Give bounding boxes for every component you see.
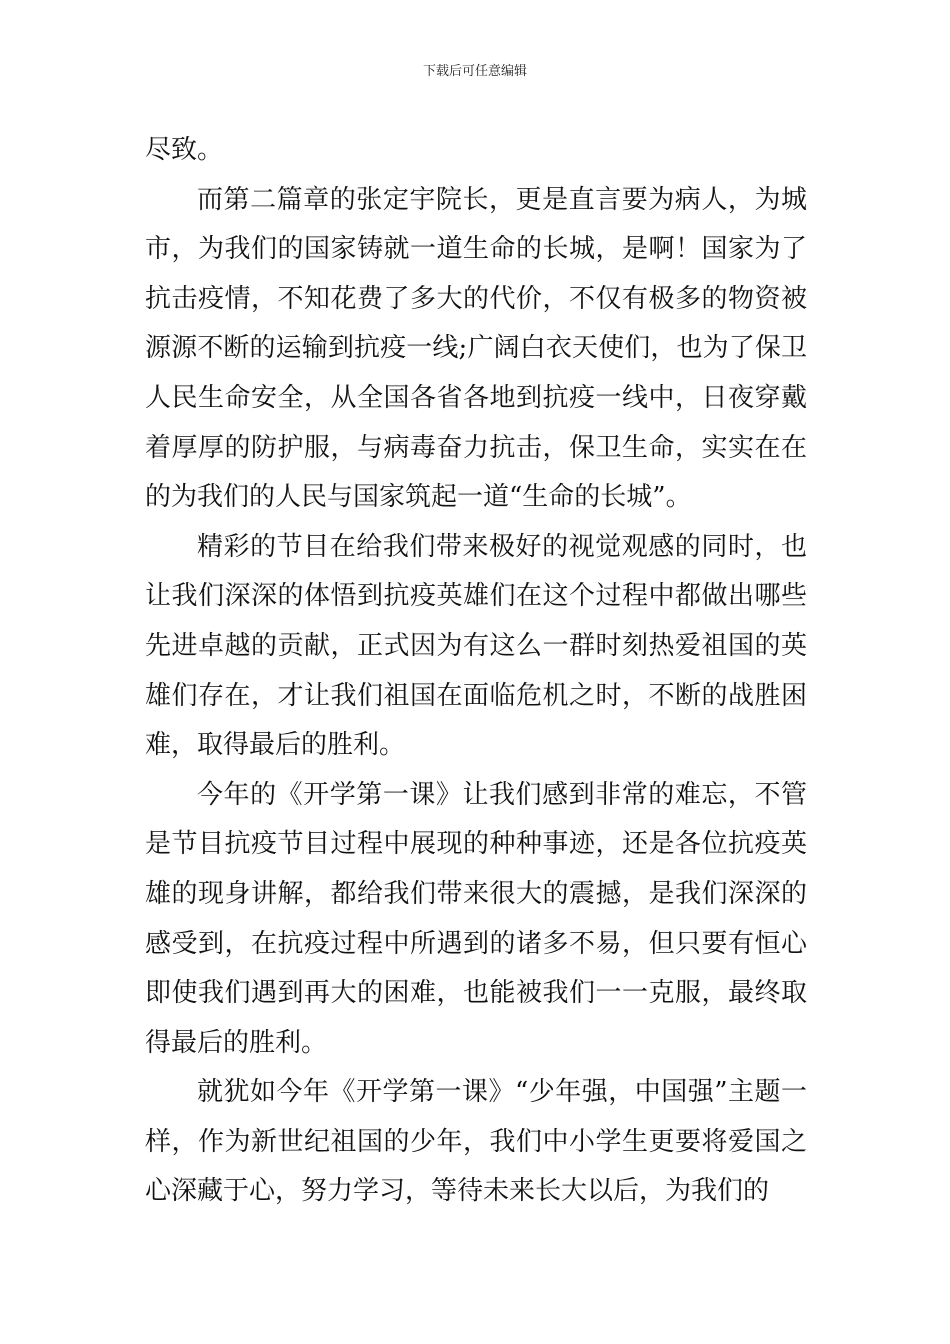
paragraph-1: 尽致。 bbox=[145, 135, 224, 165]
page-header: 下载后可任意编辑 bbox=[422, 64, 527, 79]
paragraph-2: 而第二篇章的张定宇院长，更是直言要为病人，为城市，为我们的国家铸就一道生命的长城，是啊！国家为了抗击疫情，不知花费了多大的代价，不仅有极多的物资被源源不断的运输到抗疫一线;广阔白衣天使们，也为了保卫人民生命安全，从全国各省各地到抗疫一线中，日夜穿戴着厚厚的防护服，与病毒奋力抗击，保卫生命，实实在在的为我们的人民与国家筑起一道“生命的长城”。 bbox=[145, 184, 807, 513]
paragraph-5: 就犹如今年《开学第一课》“少年强，中国强”主题一样，作为新世纪祖国的少年，我们中小学生更要将爱国之心深藏于心，努力学习，等待未来长大以后，为我们的 bbox=[145, 1077, 807, 1207]
paragraph-3: 精彩的节目在给我们带来极好的视觉观感的同时，也让我们深深的体悟到抗疫英雄们在这个过程中都做出哪些先进卓越的贡献，正式因为有这么一群时刻热爱祖国的英雄们存在，才让我们祖国在面临危机之时，不断的战胜困难，取得最后的胜利。 bbox=[145, 531, 807, 761]
document-body bbox=[145, 126, 807, 1217]
paragraph-4: 今年的《开学第一课》让我们感到非常的难忘，不管是节目抗疫节目过程中展现的种种事迹，还是各位抗疫英雄的现身讲解，都给我们带来很大的震撼，是我们深深的感受到，在抗疫过程中所遇到的诸多不易，但只要有恒心即使我们遇到再大的困难，也能被我们一一克服，最终取得最后的胜利。 bbox=[145, 779, 807, 1058]
